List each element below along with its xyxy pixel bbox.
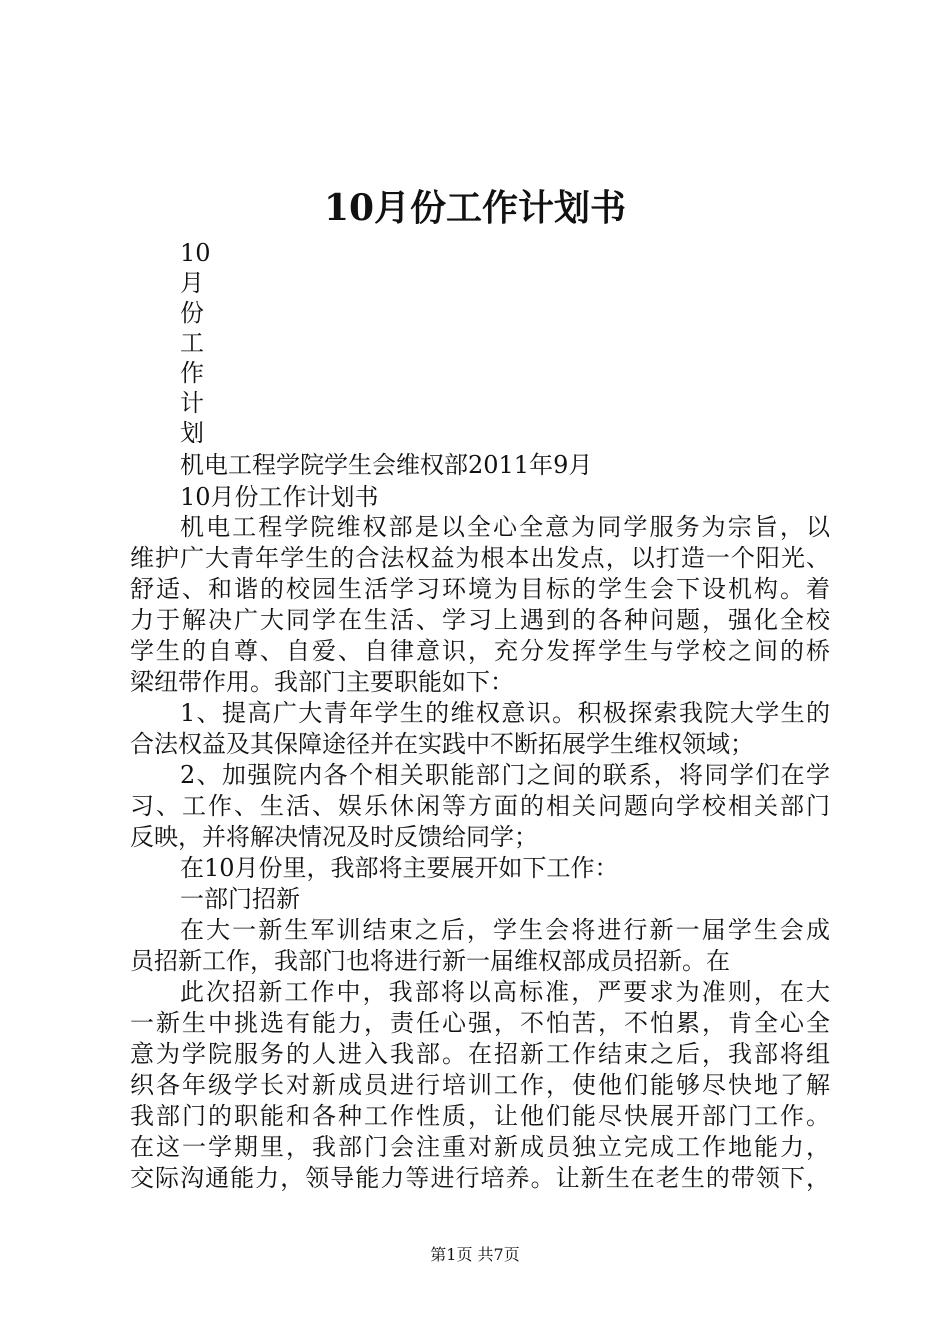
vertical-title-char: 10: [180, 239, 211, 267]
body-line: 维护广大青年学生的合法权益为根本出发点，以打造一个阳光、: [130, 544, 830, 572]
body-line: 织各年级学长对新成员进行培训工作，使他们能够尽快地了解: [130, 1071, 830, 1099]
body-line: 1、提高广大青年学生的维权意识。积极探索我院大学生的: [180, 699, 830, 727]
body-line: 在10月份里，我部将主要展开如下工作：: [180, 854, 619, 882]
body-line: 舒适、和谐的校园生活学习环境为目标的学生会下设机构。着: [130, 575, 830, 603]
body-line: 在这一学期里，我部门会注重对新成员独立完成工作地能力，: [130, 1133, 830, 1161]
document-title: 10月份工作计划书: [323, 187, 627, 229]
body-line: 交际沟通能力，领导能力等进行培养。让新生在老生的带领下，: [130, 1164, 830, 1192]
vertical-title-char: 计: [180, 389, 204, 417]
vertical-title-char: 工: [180, 329, 204, 357]
vertical-title-char: 作: [180, 359, 204, 387]
page-footer: 第1页 共7页: [430, 1245, 520, 1264]
body-line: 此次招新工作中，我部将以高标准，严要求为准则，在大: [180, 978, 830, 1006]
org-date-line: 机电工程学院学生会维权部2011年9月: [180, 451, 593, 479]
body-line: 2、加强院内各个相关职能部门之间的联系，将同学们在学: [180, 761, 830, 789]
vertical-title-char: 份: [180, 299, 204, 327]
body-line: 力于解决广大同学在生活、学习上遇到的各种问题，强化全校: [130, 606, 830, 634]
vertical-title-char: 月: [180, 269, 204, 297]
body-line: 梁纽带作用。我部门主要职能如下：: [130, 668, 514, 696]
body-line: 我部门的职能和各种工作性质，让他们能尽快展开部门工作。: [130, 1102, 830, 1130]
body-line: 一新生中挑选有能力，责任心强，不怕苦，不怕累，肯全心全: [130, 1009, 830, 1037]
body-line: 在大一新生军训结束之后，学生会将进行新一届学生会成: [180, 916, 830, 944]
body-line: 习、工作、生活、娱乐休闲等方面的相关问题向学校相关部门: [130, 792, 830, 820]
section-heading: 一部门招新: [180, 885, 300, 913]
body-line: 机电工程学院维权部是以全心全意为同学服务为宗旨，以: [180, 513, 830, 541]
body-line: 员招新工作，我部门也将进行新一届维权部成员招新。在: [130, 947, 730, 975]
vertical-title-char: 划: [180, 419, 204, 447]
body-line: 学生的自尊、自爱、自律意识，充分发挥学生与学校之间的桥: [130, 637, 830, 665]
body-line: 反映，并将解决情况及时反馈给同学；: [130, 823, 538, 851]
subtitle-line: 10月份工作计划书: [180, 483, 379, 511]
body-line: 合法权益及其保障途径并在实践中不断拓展学生维权领域；: [130, 730, 754, 758]
body-line: 意为学院服务的人进入我部。在招新工作结束之后，我部将组: [130, 1040, 830, 1068]
